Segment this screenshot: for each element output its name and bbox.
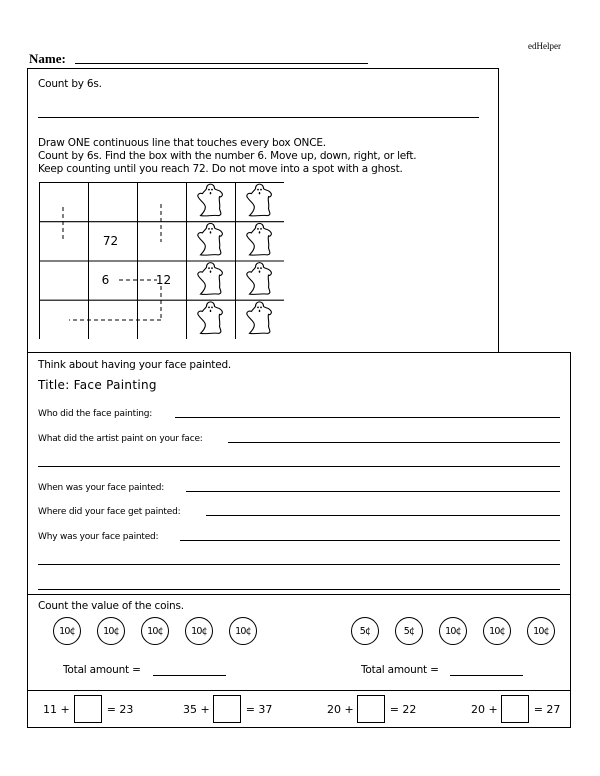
coins-prompt: Count the value of the coins.: [38, 600, 184, 612]
face-title: Title: Face Painting: [38, 378, 157, 392]
problem-right: = 22: [389, 702, 417, 716]
problem-right: = 23: [106, 702, 134, 716]
answer-box[interactable]: [501, 695, 529, 723]
grid-cell: [138, 183, 187, 222]
grid-cell: [89, 183, 138, 222]
face-intro: Think about having your face painted.: [38, 359, 232, 371]
math-problem-4: [471, 695, 560, 723]
grid-number: 72: [102, 233, 119, 248]
coin: 10¢: [439, 617, 467, 645]
grid-cell: [40, 183, 89, 222]
name-label: Name:: [29, 51, 66, 66]
coin-group-2: [351, 617, 555, 645]
coin: 10¢: [483, 617, 511, 645]
problem-left: 35 +: [183, 702, 210, 716]
math-problem-3: [327, 695, 416, 723]
question-who: Who did the face painting:: [38, 409, 153, 419]
count-answer-line[interactable]: [38, 117, 479, 118]
coin: 10¢: [229, 617, 257, 645]
coin: 10¢: [141, 617, 169, 645]
coin: 10¢: [53, 617, 81, 645]
total-answer-line-1[interactable]: [153, 675, 226, 676]
total-answer-line-2[interactable]: [450, 675, 523, 676]
answer-line-why-extra-1[interactable]: [38, 564, 560, 565]
question-why: Why was your face painted:: [38, 532, 159, 542]
instruction-line-1: Draw ONE continuous line that touches every box ONCE.: [38, 137, 326, 149]
path-grid-svg: [39, 182, 284, 339]
coin: 5¢: [351, 617, 379, 645]
question-what: What did the artist paint on your face:: [38, 434, 203, 444]
brand-label: edHelper: [528, 41, 561, 51]
coin: 10¢: [185, 617, 213, 645]
answer-line-who[interactable]: [175, 417, 560, 418]
count-prompt: Count by 6s.: [38, 78, 102, 90]
total-label-2: Total amount =: [361, 664, 439, 676]
grid-number: 6: [101, 273, 110, 288]
answer-line-when[interactable]: [186, 491, 560, 492]
problem-left: 11 +: [43, 702, 70, 716]
coin: 10¢: [97, 617, 125, 645]
grid-number: 12: [155, 273, 172, 288]
grid-cell: [89, 261, 138, 300]
question-when: When was your face painted:: [38, 483, 165, 493]
problem-right: = 37: [245, 702, 273, 716]
answer-line-where[interactable]: [206, 515, 560, 516]
answer-box[interactable]: [357, 695, 385, 723]
math-problem-1: [43, 695, 133, 723]
grid-cell: [40, 261, 89, 300]
problem-right: = 27: [533, 702, 561, 716]
grid-cell: [40, 222, 89, 261]
name-input-line[interactable]: [75, 63, 368, 64]
answer-line-why-extra-2[interactable]: [38, 589, 560, 590]
total-label-1: Total amount =: [63, 664, 141, 676]
answer-box[interactable]: [213, 695, 241, 723]
answer-line-what-extra[interactable]: [38, 466, 560, 467]
instruction-line-2: Count by 6s. Find the box with the number 6. Move up, down, right, or left.: [38, 150, 417, 162]
math-problem-2: [183, 695, 272, 723]
section-divider-math: [27, 690, 571, 691]
instruction-line-3: Keep counting until you reach 72. Do not move into a spot with a ghost.: [38, 163, 403, 175]
answer-line-why[interactable]: [180, 540, 560, 541]
problem-left: 20 +: [327, 702, 354, 716]
coin-group-1: [53, 617, 257, 645]
grid-cell: [138, 222, 187, 261]
section-divider-coins: [27, 594, 571, 595]
answer-box[interactable]: [74, 695, 102, 723]
coin: 10¢: [527, 617, 555, 645]
problem-left: 20 +: [471, 702, 498, 716]
question-where: Where did your face get painted:: [38, 507, 181, 517]
path-grid[interactable]: [39, 182, 284, 339]
coin: 5¢: [395, 617, 423, 645]
answer-line-what[interactable]: [228, 442, 560, 443]
